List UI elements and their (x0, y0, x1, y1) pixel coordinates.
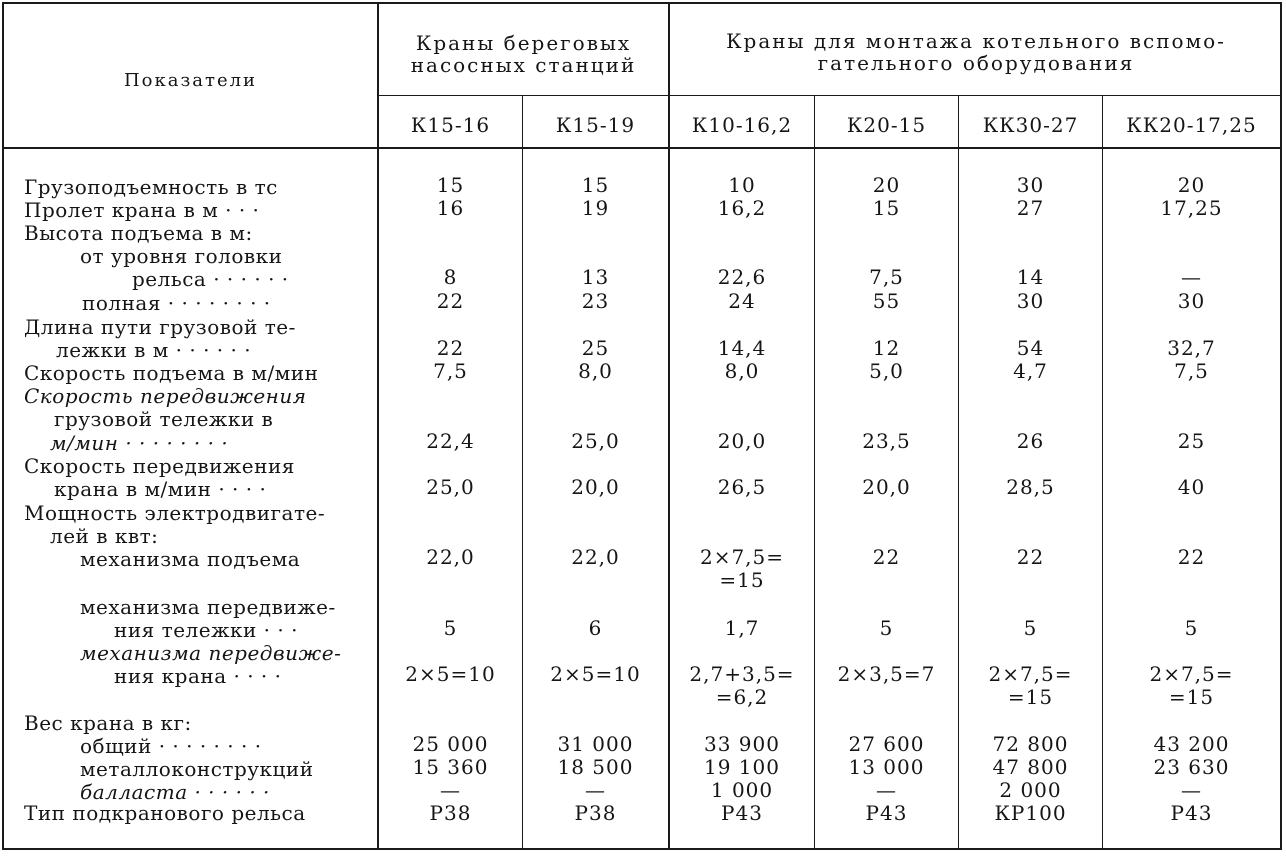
cell-weight-ballast-3: 1 000 (710, 778, 774, 802)
label-power-trolley-1: механизма передвиже- (80, 595, 336, 619)
cell-capacity-6: 20 (1177, 173, 1206, 197)
cell-capacity-1: 15 (436, 173, 465, 197)
cell-trolley-speed-4: 23,5 (862, 429, 911, 453)
cell-power-trolley-6: 5 (1184, 616, 1199, 640)
table-left-border (2, 2, 4, 850)
label-from-rail-1: от уровня головки (80, 244, 283, 268)
cell-span-1: 16 (436, 196, 465, 220)
cell-weight-ballast-4: — (876, 778, 897, 802)
label-power-crane-1: механизма передвиже- (80, 641, 342, 665)
cell-capacity-4: 20 (872, 173, 901, 197)
cell-span-3: 16,2 (717, 196, 767, 220)
cell-power-crane-6-line2: =15 (1168, 685, 1215, 709)
cell-weight-total-1: 25 000 (412, 732, 489, 756)
cell-capacity-5: 30 (1016, 173, 1045, 197)
cell-trolley-speed-6: 25 (1177, 429, 1206, 453)
cell-weight-ballast-5: 2 000 (999, 778, 1062, 802)
model-header-2: К15-19 (555, 113, 636, 137)
cell-weight-total-6: 43 200 (1153, 732, 1230, 756)
table-bottom-border (2, 848, 1282, 850)
cell-power-trolley-1: 5 (443, 616, 458, 640)
header-bottom-rule (2, 147, 1282, 149)
cell-from-rail-3: 22,6 (717, 265, 767, 289)
label-crane-speed-1: Скорость передвижения (24, 454, 295, 478)
label-power-trolley-2: ния тележки · · · (114, 618, 298, 642)
group1-header-line1: Краны береговых (415, 31, 632, 55)
cell-lift-speed-6: 7,5 (1174, 359, 1209, 383)
cell-weight-total-2: 31 000 (557, 732, 634, 756)
cell-power-trolley-2: 6 (588, 616, 603, 640)
cell-power-lift-4: 22 (872, 545, 901, 569)
cell-rail-type-6: Р43 (1170, 801, 1213, 825)
cell-power-lift-6: 22 (1177, 545, 1206, 569)
cell-power-lift-3-line2: =15 (719, 568, 765, 592)
model-header-3: К10-16,2 (691, 113, 793, 137)
table-right-border (1280, 2, 1282, 850)
cell-span-4: 15 (872, 196, 901, 220)
cell-crane-speed-6: 40 (1177, 475, 1206, 499)
cell-capacity-2: 15 (581, 173, 610, 197)
label-full: полная · · · · · · · · (82, 291, 271, 315)
cell-from-rail-2: 13 (581, 265, 610, 289)
cell-lift-speed-3: 8,0 (724, 359, 760, 383)
group-divider-rule (378, 95, 1282, 96)
cell-full-3: 24 (728, 289, 756, 313)
cell-full-1: 22 (436, 289, 465, 313)
cell-power-crane-5-line2: =15 (1007, 685, 1054, 709)
label-weight-ballast: балласта · · · · · · (80, 780, 270, 804)
label-power-2: лей в квт: (50, 524, 159, 548)
cell-trolley-speed-1: 22,4 (426, 429, 475, 453)
cell-weight-total-3: 33 900 (704, 732, 780, 756)
cell-trolley-path-2: 25 (581, 336, 610, 360)
cell-from-rail-5: 14 (1016, 265, 1045, 289)
cell-power-lift-3-line1: 2×7,5= (699, 545, 785, 569)
label-crane-speed-2: крана в м/мин · · · · (54, 477, 267, 501)
cell-crane-speed-3: 26,5 (717, 475, 767, 499)
cell-span-5: 27 (1016, 196, 1045, 220)
cell-weight-ballast-2: — (585, 778, 606, 802)
cell-trolley-path-5: 54 (1016, 336, 1045, 360)
label-weight-metal: металлоконструкций (80, 757, 314, 781)
cell-full-6: 30 (1177, 289, 1206, 313)
label-power-lift: механизма подъема (80, 547, 301, 571)
cell-crane-speed-5: 28,5 (1006, 475, 1055, 499)
cell-power-trolley-5: 5 (1023, 616, 1038, 640)
label-from-rail-2: рельса · · · · · · (132, 267, 289, 291)
cell-power-trolley-4: 5 (879, 616, 894, 640)
cell-weight-metal-6: 23 630 (1153, 755, 1230, 779)
label-power-1: Мощность электродвигате- (24, 501, 326, 525)
group2-header-line2: гательного оборудования (817, 51, 1135, 75)
indicators-header: Показатели (123, 70, 258, 91)
cell-crane-speed-2: 20,0 (571, 475, 620, 499)
cell-power-crane-3-line1: 2,7+3,5= (689, 662, 795, 686)
cell-power-crane-4: 2×3,5=7 (837, 662, 936, 686)
cell-weight-metal-1: 15 360 (412, 755, 489, 779)
cell-full-4: 55 (872, 289, 901, 313)
cell-weight-metal-2: 18 500 (557, 755, 634, 779)
label-span: Пролет крана в м · · · (24, 198, 260, 222)
cell-lift-speed-4: 5,0 (869, 359, 904, 383)
cell-trolley-path-6: 32,7 (1167, 336, 1216, 360)
cell-power-lift-1: 22,0 (426, 545, 475, 569)
label-lift-speed: Скорость подъема в м/мин (24, 361, 319, 385)
label-weight-total: общий · · · · · · · · (80, 734, 262, 758)
cell-power-crane-3-line2: =6,2 (715, 685, 769, 709)
cell-power-trolley-3: 1,7 (724, 616, 760, 640)
label-trolley-path-2: лежки в м · · · · · · (56, 338, 252, 362)
cell-from-rail-6: — (1181, 265, 1202, 289)
cell-from-rail-1: 8 (443, 265, 458, 289)
label-lift-height: Высота подъема в м: (24, 221, 253, 245)
group2-header-line1: Краны для монтажа котельного вспомо- (726, 29, 1226, 53)
cell-trolley-path-4: 12 (872, 336, 901, 360)
cell-power-crane-1: 2×5=10 (405, 662, 496, 686)
cell-trolley-path-3: 14,4 (717, 336, 767, 360)
cell-power-crane-5-line1: 2×7,5= (988, 662, 1073, 686)
cell-crane-speed-4: 20,0 (862, 475, 911, 499)
cell-weight-total-5: 72 800 (992, 732, 1069, 756)
cell-weight-metal-3: 19 100 (704, 755, 780, 779)
model-header-5: КК30-27 (982, 113, 1079, 137)
cell-weight-ballast-1: — (440, 778, 461, 802)
label-capacity: Грузоподъемность в тс (24, 175, 278, 199)
cell-power-lift-2: 22,0 (571, 545, 620, 569)
cell-lift-speed-1: 7,5 (433, 359, 468, 383)
cell-power-crane-6-line1: 2×7,5= (1149, 662, 1234, 686)
label-trolley-speed-2: грузовой тележки в (54, 407, 274, 431)
cell-trolley-speed-5: 26 (1016, 429, 1045, 453)
crane-specs-table (2, 0, 1282, 852)
cell-rail-type-5: КР100 (994, 801, 1067, 825)
cell-full-5: 30 (1016, 289, 1045, 313)
cell-trolley-speed-2: 25,0 (571, 429, 620, 453)
cell-lift-speed-5: 4,7 (1013, 359, 1048, 383)
cell-rail-type-1: Р38 (429, 801, 472, 825)
table-top-border (2, 2, 1282, 4)
cell-capacity-3: 10 (728, 173, 756, 197)
cell-power-crane-2: 2×5=10 (550, 662, 641, 686)
cell-rail-type-2: Р38 (574, 801, 617, 825)
cell-weight-metal-4: 13 000 (848, 755, 925, 779)
model-header-4: К20-15 (846, 113, 927, 137)
cell-weight-ballast-6: — (1181, 778, 1202, 802)
model-header-6: КК20-17,25 (1126, 113, 1257, 137)
cell-weight-total-4: 27 600 (848, 732, 925, 756)
label-trolley-speed-1: Скорость передвижения (24, 384, 307, 408)
cell-lift-speed-2: 8,0 (578, 359, 613, 383)
cell-rail-type-4: Р43 (865, 801, 908, 825)
cell-trolley-speed-3: 20,0 (717, 429, 767, 453)
cell-span-2: 19 (581, 196, 610, 220)
cell-rail-type-3: Р43 (721, 801, 763, 825)
cell-full-2: 23 (581, 289, 610, 313)
model-header-1: К15-16 (410, 113, 491, 137)
cell-power-lift-5: 22 (1016, 545, 1045, 569)
cell-crane-speed-1: 25,0 (426, 475, 475, 499)
cell-from-rail-4: 7,5 (869, 265, 904, 289)
cell-weight-metal-5: 47 800 (992, 755, 1069, 779)
cell-trolley-path-1: 22 (436, 336, 465, 360)
label-rail-type: Тип подкранового рельса (24, 801, 306, 825)
group1-header-line2: насосных станций (410, 53, 637, 77)
cell-span-6: 17,25 (1160, 196, 1223, 220)
label-power-crane-2: ния крана · · · · (114, 664, 282, 688)
label-weight: Вес крана в кг: (24, 711, 192, 735)
label-trolley-path-1: Длина пути грузовой те- (24, 315, 296, 339)
label-trolley-speed-3: м/мин · · · · · · · · (50, 431, 229, 455)
